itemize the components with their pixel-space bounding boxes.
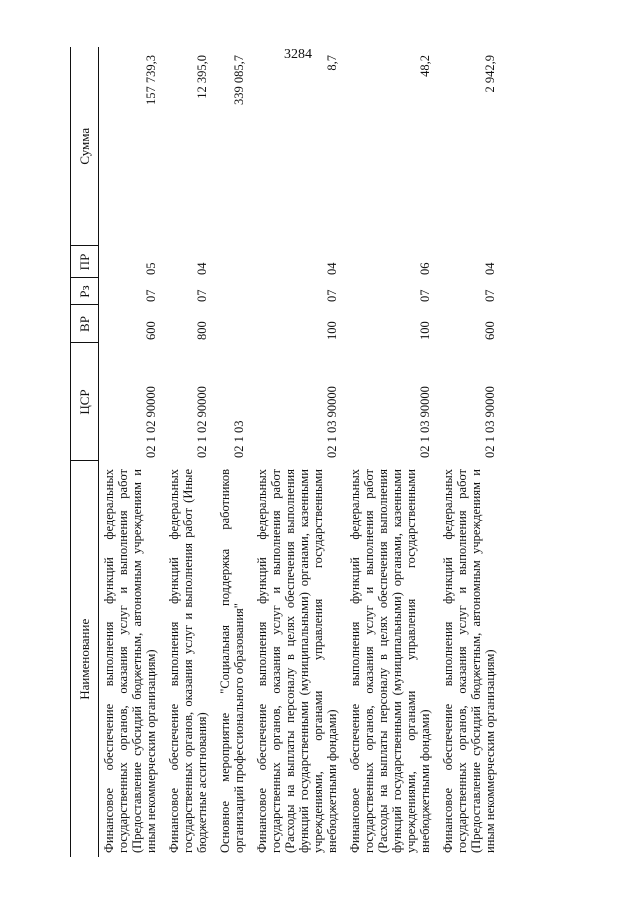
row-csr: 02 1 03 90000 — [418, 386, 432, 458]
table-row — [252, 47, 345, 857]
row-sum: 12 395,0 — [195, 55, 209, 99]
header-sum: Сумма — [71, 47, 99, 246]
row-csr: 02 1 03 90000 — [483, 386, 497, 458]
row-rz: 07 — [195, 289, 209, 302]
table-row — [215, 47, 252, 857]
table-row — [164, 47, 215, 857]
row-csr: 02 1 03 — [232, 420, 246, 458]
budget-table — [70, 47, 503, 857]
row-vr: 600 — [483, 321, 497, 340]
row-pr: 06 — [418, 262, 432, 275]
row-name: Финансовое обеспечение выполнения функций федеральных государственных органов, оказания услуг и выполнения работ (Расходы на выплаты персоналу в целях обеспечения выполнения функций государственными (муниципальными) органами, казенными учреждениями, органами управления государственными внебюджетными фондами) — [348, 469, 432, 853]
row-rz — [215, 278, 252, 305]
row-pr: 04 — [195, 262, 209, 275]
row-sum: 8,7 — [325, 55, 339, 71]
row-sum: 2 942,9 — [483, 55, 497, 93]
header-rz: Рз — [71, 278, 99, 305]
header-name: Наименование — [71, 461, 99, 857]
table-header-row — [71, 47, 99, 857]
row-name: Финансовое обеспечение выполнения функций федеральных государственных органов, оказания услуг и выполнения работ (Расходы на выплаты персоналу в целях обеспечения выполнения функций государственными (муниципальными) органами, казенными учреждениями, органами управления государственными внебюджетными фондами) — [255, 469, 339, 853]
row-rz: 07 — [144, 289, 158, 302]
row-vr: 800 — [195, 321, 209, 340]
row-pr — [215, 246, 252, 278]
row-rz: 07 — [418, 289, 432, 302]
row-csr: 02 1 02 90000 — [195, 386, 209, 458]
page-number: 3284 — [284, 47, 312, 62]
row-name: Финансовое обеспечение выполнения функций федеральных государственных органов, оказания услуг и выполнения работ (Иные бюджетные ассигнования) — [167, 469, 209, 853]
table-row — [438, 47, 503, 857]
row-vr: 100 — [418, 321, 432, 340]
header-csr: ЦСР — [71, 343, 99, 461]
row-vr: 600 — [144, 321, 158, 340]
row-rz: 07 — [325, 289, 339, 302]
row-csr: 02 1 03 90000 — [325, 386, 339, 458]
row-rz: 07 — [483, 289, 497, 302]
table-row — [345, 47, 438, 857]
row-csr: 02 1 02 90000 — [144, 386, 158, 458]
row-name: Основное мероприятие "Социальная поддержка работников организаций профессионального образования" — [218, 469, 246, 853]
row-sum: 339 085,7 — [232, 55, 246, 105]
row-name: Финансовое обеспечение выполнения функций федеральных государственных органов, оказания услуг и выполнения работ (Предоставление субсидий бюджетным, автономным учреждениям и иным некоммерческим организациям) — [441, 469, 497, 853]
row-vr: 100 — [325, 321, 339, 340]
row-sum: 157 739,3 — [144, 55, 158, 105]
row-sum: 48,2 — [418, 55, 432, 77]
table-row — [99, 47, 165, 857]
row-name: Финансовое обеспечение выполнения функций федеральных государственных органов, оказания услуг и выполнения работ (Предоставление субсидий бюджетным, автономным учреждениям и иным некоммерческим организациям) — [102, 469, 158, 853]
row-pr: 05 — [144, 262, 158, 275]
row-pr: 04 — [325, 262, 339, 275]
header-pr: ПР — [71, 246, 99, 278]
row-vr — [215, 305, 252, 343]
row-pr: 04 — [483, 262, 497, 275]
header-vr: ВР — [71, 305, 99, 343]
rotated-page — [70, 47, 570, 857]
